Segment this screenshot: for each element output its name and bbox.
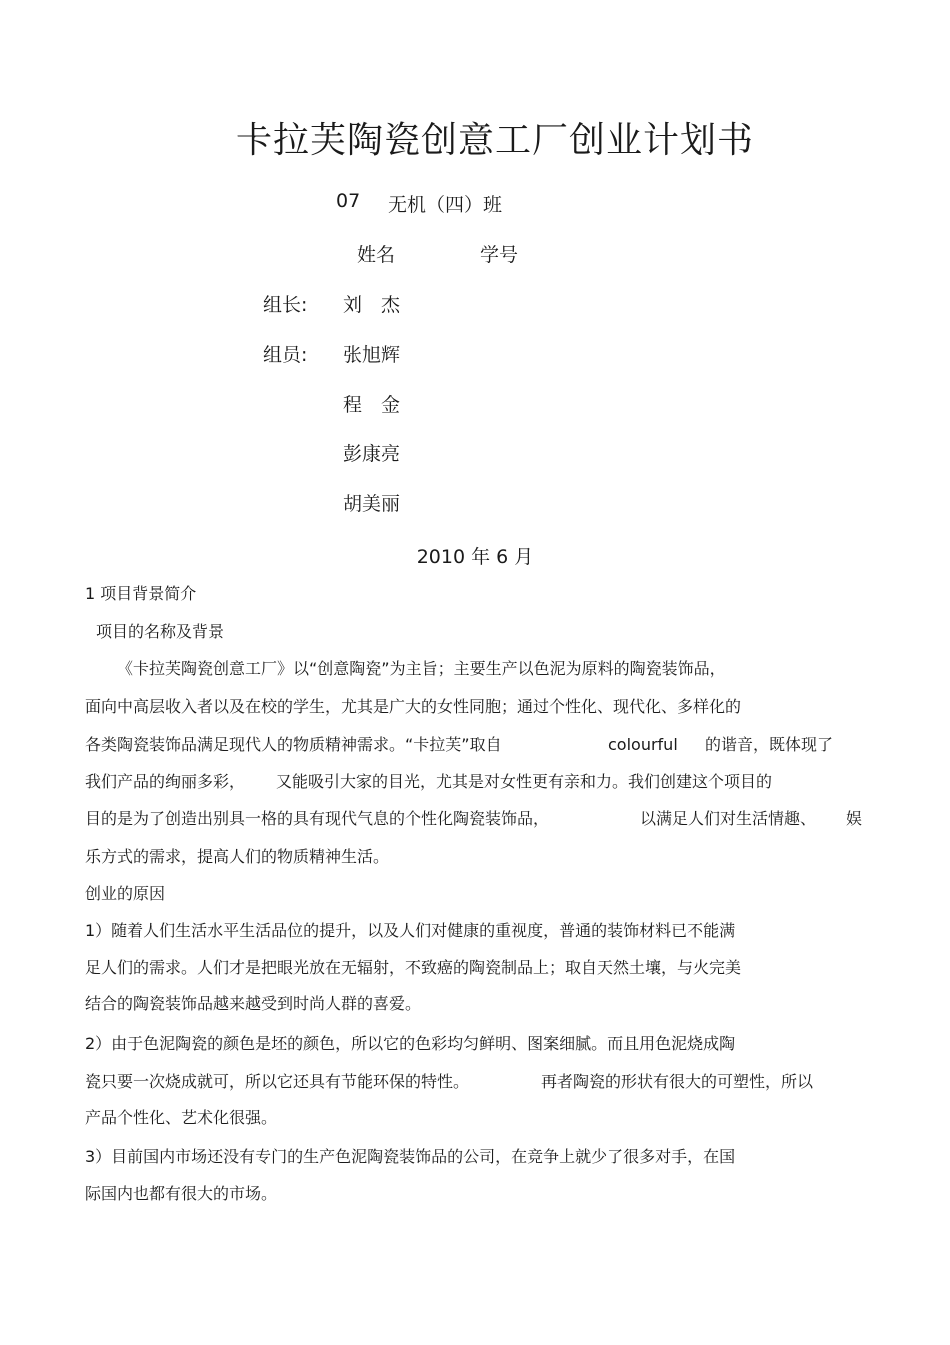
leader-label: 组长: (263, 294, 308, 316)
member-name: 彭康亮 (343, 443, 401, 465)
page-title: 卡拉芙陶瓷创意工厂创业计划书 (235, 120, 754, 161)
name-column-label: 姓名 (357, 244, 396, 266)
paragraph-line: 足人们的需求。人们才是把眼光放在无辐射，不致癌的陶瓷制品上；取自天然土壤，与火完美 (85, 958, 742, 977)
paragraph-line: 产品个性化、艺术化很强。 (85, 1108, 278, 1127)
paragraph-line: 我们产品的绚丽多彩， (85, 772, 246, 791)
paragraph-line: 3）目前国内市场还没有专门的生产色泥陶瓷装饰品的公司，在竞争上就少了很多对手，在国 (85, 1147, 736, 1166)
paragraph-line: 娱 (846, 809, 863, 828)
paragraph-line: 乐方式的需求，提高人们的物质精神生活。 (85, 847, 390, 866)
member-name: 张旭辉 (343, 344, 401, 366)
section-heading: 创业的原因 (85, 884, 166, 903)
paragraph-line: 际国内也都有很大的市场。 (85, 1184, 278, 1203)
id-column-label: 学号 (480, 244, 519, 266)
class-name: 无机（四）班 (388, 194, 503, 216)
section-heading: 1 项目背景简介 (85, 584, 197, 603)
paragraph-line: 瓷只要一次烧成就可，所以它还具有节能环保的特性。 (85, 1072, 470, 1091)
member-name: 胡美丽 (343, 493, 401, 515)
paragraph-line: 的谐音，既体现了 (705, 735, 834, 754)
leader-name: 刘 杰 (343, 294, 401, 316)
members-label: 组员: (263, 344, 308, 366)
paragraph-line: 《卡拉芙陶瓷创意工厂》以“创意陶瓷”为主旨；主要生产以色泥为原料的陶瓷装饰品， (117, 659, 726, 678)
paragraph-line: 以满足人们对生活情趣、 (640, 809, 817, 828)
paragraph-line: 结合的陶瓷装饰品越来越受到时尚人群的喜爱。 (85, 994, 422, 1013)
paragraph-line: 面向中高层收入者以及在校的学生，尤其是广大的女性同胞；通过个性化、现代化、多样化的 (85, 697, 742, 716)
class-number: 07 (336, 190, 361, 212)
document-date: 2010 年 6 月 (416, 546, 534, 568)
paragraph-line: 目的是为了创造出别具一格的具有现代气息的个性化陶瓷装饰品， (85, 809, 550, 828)
paragraph-line: 又能吸引大家的目光，尤其是对女性更有亲和力。我们创建这个项目的 (276, 772, 773, 791)
paragraph-line: 2）由于色泥陶瓷的颜色是坯的颜色，所以它的色彩均匀鲜明、图案细腻。而且用色泥烧成陶 (85, 1034, 736, 1053)
paragraph-line: 再者陶瓷的形状有很大的可塑性，所以 (541, 1072, 814, 1091)
subsection-heading: 项目的名称及背景 (96, 622, 225, 641)
paragraph-line: colourful (608, 735, 678, 754)
member-name: 程 金 (343, 394, 401, 416)
paragraph-line: 各类陶瓷装饰品满足现代人的物质精神需求。“卡拉芙”取自 (85, 735, 502, 754)
paragraph-line: 1）随着人们生活水平生活品位的提升，以及人们对健康的重视度，普通的装饰材料已不能满 (85, 921, 736, 940)
